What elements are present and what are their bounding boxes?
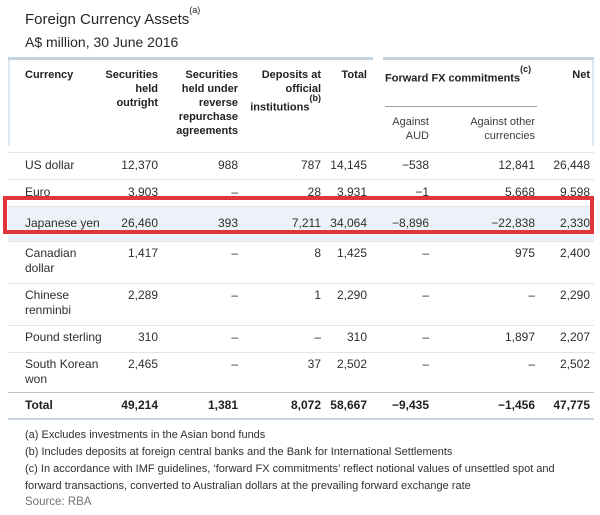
cell-value: – bbox=[231, 184, 238, 199]
row-label: Euro bbox=[25, 184, 51, 199]
cell-value: 7,211 bbox=[240, 206, 323, 241]
cell-value: 975 bbox=[514, 245, 536, 260]
cell-value: – bbox=[422, 356, 429, 371]
page-title-text: Foreign Currency Assets bbox=[25, 11, 190, 28]
cell-value: 2,290 bbox=[336, 287, 367, 302]
cell-value: 8 bbox=[314, 245, 321, 260]
table-row-euro bbox=[8, 179, 594, 206]
cell-value: 26,448 bbox=[553, 157, 591, 172]
footnotes bbox=[25, 427, 563, 495]
cell-value: 1,381 bbox=[207, 397, 238, 412]
cell-value: 9,598 bbox=[559, 184, 591, 199]
table-row-south-korean-won bbox=[8, 352, 594, 392]
column-header-against-other: Against other currencies bbox=[470, 115, 536, 142]
title-footnote-marker: (a) bbox=[189, 5, 201, 15]
table-row-canadian-dollar bbox=[8, 241, 594, 283]
footnote-c: (c) In accordance with IMF guidelines, ‘forward FX commitments’ reflect notional values of unsettled spot and forward transactions, converted to Australian dollars at the prevailing forward exchange rate bbox=[25, 463, 555, 492]
column-header-deposits bbox=[240, 60, 323, 152]
column-header-securities-repo: Securities held under reverse repurchase agreements bbox=[176, 69, 238, 137]
cell-value: −538 bbox=[401, 157, 429, 172]
cell-value: 988 bbox=[217, 157, 238, 172]
cell-value: 3,931 bbox=[336, 184, 367, 199]
cell-value: 12,370 bbox=[121, 157, 158, 172]
cell-value: 310 bbox=[346, 329, 367, 344]
cell-value: 2,502 bbox=[336, 356, 367, 371]
cell-value: – bbox=[528, 287, 536, 302]
cell-value: −9,435 bbox=[391, 397, 429, 412]
forward-fx-group-label bbox=[385, 64, 537, 107]
footnote-a: (a) Excludes investments in the Asian bond funds bbox=[25, 429, 266, 441]
cell-value: – bbox=[422, 287, 429, 302]
cell-value: 393 bbox=[160, 206, 240, 241]
table-row-total bbox=[8, 392, 594, 419]
cell-value: – bbox=[422, 329, 429, 344]
cell-value: 1,897 bbox=[504, 329, 536, 344]
row-label: Pound sterling bbox=[25, 329, 102, 344]
cell-value: 58,667 bbox=[330, 397, 367, 412]
row-label: Chinese renminbi bbox=[25, 287, 72, 317]
cell-value: 787 bbox=[300, 157, 321, 172]
table-row-chinese-renminbi bbox=[8, 283, 594, 325]
cell-value: 2,330 bbox=[537, 206, 594, 241]
forward-fx-text: Forward FX commitments bbox=[385, 72, 521, 85]
cell-value: 8,072 bbox=[290, 397, 321, 412]
cell-value: – bbox=[231, 287, 238, 302]
cell-value: 2,289 bbox=[127, 287, 158, 302]
column-group-forward-fx bbox=[369, 60, 537, 107]
cell-value: 1 bbox=[314, 287, 321, 302]
cell-value: 2,502 bbox=[559, 356, 591, 371]
table-row-japanese-yen-highlighted bbox=[8, 206, 594, 241]
table-row-pound-sterling bbox=[8, 325, 594, 352]
cell-value: 1,417 bbox=[127, 245, 158, 260]
cell-value: 3,903 bbox=[127, 184, 158, 199]
page-subtitle: A$ million, 30 June 2016 bbox=[25, 34, 179, 50]
cell-value: 2,290 bbox=[559, 287, 591, 302]
row-label: US dollar bbox=[25, 157, 75, 172]
cell-value: 37 bbox=[307, 356, 321, 371]
cell-value: −8,896 bbox=[369, 206, 431, 241]
deposits-footnote-marker: (b) bbox=[309, 93, 321, 103]
cell-value: – bbox=[422, 245, 429, 260]
cell-value: 49,214 bbox=[121, 397, 158, 412]
cell-value: 28 bbox=[307, 184, 321, 199]
cell-value: – bbox=[528, 356, 536, 371]
row-label: South Korean won bbox=[25, 356, 99, 386]
column-header-against-aud: Against AUD bbox=[392, 115, 429, 142]
footnote-b: (b) Includes deposits at foreign central banks and the Bank for International Settlements bbox=[25, 446, 453, 458]
column-header-securities-outright: Securities held outright bbox=[105, 69, 158, 109]
cell-value: 26,460 bbox=[102, 206, 160, 241]
total-row-label: Total bbox=[25, 397, 53, 412]
column-header-total: Total bbox=[341, 69, 367, 81]
foreign-currency-assets-table bbox=[8, 60, 594, 420]
cell-value: −1 bbox=[415, 184, 429, 199]
cell-value: 12,841 bbox=[498, 157, 536, 172]
fx-footnote-marker: (c) bbox=[520, 64, 532, 74]
cell-value: 2,465 bbox=[127, 356, 158, 371]
source-note: Source: RBA bbox=[25, 496, 92, 508]
row-label: Japanese yen bbox=[8, 206, 102, 241]
cell-value: 2,207 bbox=[559, 329, 591, 344]
deposits-header-text: Deposits at official institutions bbox=[250, 69, 321, 114]
cell-value: 310 bbox=[137, 329, 158, 344]
cell-value: −22,838 bbox=[431, 206, 537, 241]
column-header-net: Net bbox=[572, 69, 591, 81]
row-label: Canadian dollar bbox=[25, 245, 77, 275]
cell-value: 14,145 bbox=[330, 157, 367, 172]
cell-value: 34,064 bbox=[323, 206, 369, 241]
cell-value: – bbox=[314, 329, 321, 344]
page-title bbox=[25, 5, 201, 28]
cell-value: 5,668 bbox=[504, 184, 536, 199]
table-row-us-dollar bbox=[8, 152, 594, 179]
cell-value: −1,456 bbox=[497, 397, 536, 412]
header-row-main bbox=[8, 60, 594, 107]
cell-value: – bbox=[231, 329, 238, 344]
cell-value: 2,400 bbox=[559, 245, 591, 260]
cell-value: – bbox=[231, 356, 238, 371]
cell-value: 1,425 bbox=[336, 245, 367, 260]
cell-value: – bbox=[231, 245, 238, 260]
column-header-currency: Currency bbox=[25, 69, 74, 81]
cell-value: 47,775 bbox=[553, 397, 591, 412]
